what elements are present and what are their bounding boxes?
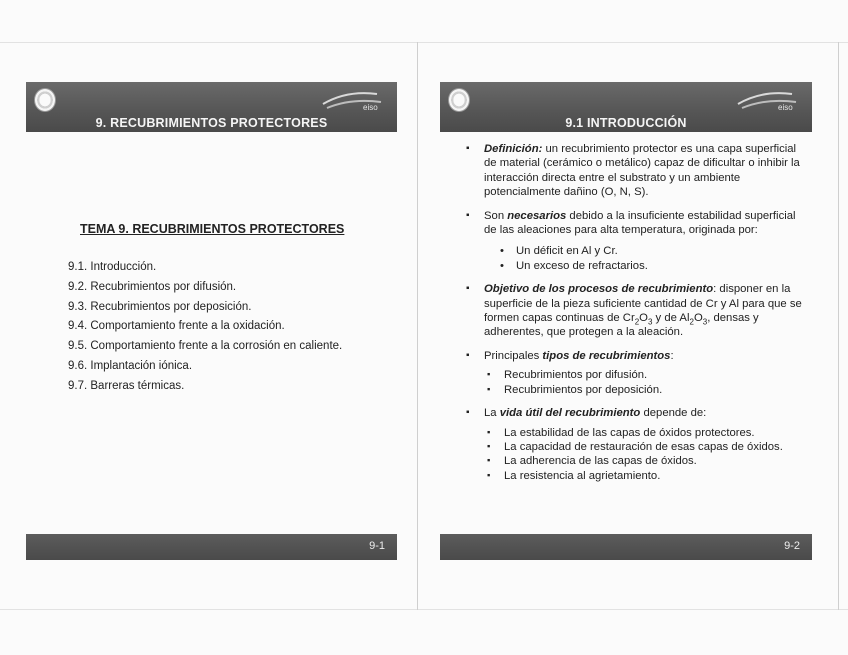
list-item: • Un déficit en Al y Cr. xyxy=(496,244,808,258)
page-right-edge xyxy=(838,42,839,610)
slide-footer xyxy=(440,534,812,560)
svg-text:eiso: eiso xyxy=(363,103,378,112)
toc-item: 9.6. Implantación iónica. xyxy=(68,359,193,372)
slide-header xyxy=(440,82,812,132)
toc-item: 9.3. Recubrimientos por deposición. xyxy=(68,300,252,313)
table-of-contents xyxy=(68,258,342,397)
eiso-logo xyxy=(732,86,802,112)
slide-content xyxy=(464,142,808,492)
list-item: ▪ La adherencia de las capas de óxidos. xyxy=(484,454,808,468)
slide-2 xyxy=(440,82,812,560)
toc-item: 9.7. Barreras térmicas. xyxy=(68,379,185,392)
list-item: ▪ La estabilidad de las capas de óxidos protectores. xyxy=(484,426,808,440)
slide-header xyxy=(26,82,397,132)
toc-item: 9.2. Recubrimientos por difusión. xyxy=(68,280,237,293)
sublist xyxy=(496,244,808,273)
sublist xyxy=(484,368,808,397)
slide-footer xyxy=(26,534,397,560)
topic-heading: TEMA 9. RECUBRIMIENTOS PROTECTORES xyxy=(80,222,345,236)
page-number: 9-1 xyxy=(369,540,385,552)
svg-text:eiso: eiso xyxy=(778,103,793,112)
list-item: ▪ Recubrimientos por difusión. xyxy=(484,368,808,382)
list-item: ▪ La capacidad de restauración de esas capas de óxidos. xyxy=(484,440,808,454)
university-seal-icon xyxy=(448,88,470,112)
slide-title: 9. RECUBRIMIENTOS PROTECTORES xyxy=(95,116,328,130)
university-seal-icon xyxy=(34,88,56,112)
list-item: ▪ Recubrimientos por deposición. xyxy=(484,383,808,397)
page-edge-bottom xyxy=(0,609,848,610)
bullet-tipos: ▪ Principales tipos de recubrimientos: ▪ Recubrimientos por difusión. ▪ Recubrimientos por deposición. xyxy=(464,349,808,397)
eiso-logo xyxy=(317,86,387,112)
list-item: • Un exceso de refractarios. xyxy=(496,259,808,273)
toc-item: 9.4. Comportamiento frente a la oxidación. xyxy=(68,320,285,333)
sublist xyxy=(484,426,808,484)
bullet-objetivo: ▪ Objetivo de los procesos de recubrimiento: disponer en la superficie de la pieza suficiente cantidad de Cr y Al para que se formen capas continuas de $Cr_2O_3$ y de $Al_2O_3$, densas y adherentes, que protegen a la aleación. xyxy=(464,282,808,340)
page-edge-top xyxy=(0,42,848,43)
toc-item: 9.1. Introducción. xyxy=(68,261,157,273)
page-number: 9-2 xyxy=(784,540,800,552)
bullet-necesarios: ▪ Son necesarios debido a la insuficiente estabilidad superficial de las aleaciones para alta temperatura, originada por: • Un déficit en Al y Cr. • Un exceso de refractarios. xyxy=(464,209,808,274)
bullet-definicion: ▪ Definición: un recubrimiento protector es una capa superficial de material (cerámico o metálico) capaz de dificultar o inhibir la interacción directa entre el substrato y un ambiente potencialmente dañino (O, N, S). xyxy=(464,142,808,200)
toc-item: 9.5. Comportamiento frente a la corrosión en caliente. xyxy=(68,340,343,353)
list-item: ▪ La resistencia al agrietamiento. xyxy=(484,469,808,483)
bullet-vida-util: ▪ La vida útil del recubrimiento depende de: ▪ La estabilidad de las capas de óxidos protectores. ▪ La capacidad de restauración de esas capas de óxidos. ▪ La adherencia de las capas de óxidos. ▪ La resistencia al agrietamiento. xyxy=(464,406,808,483)
page-fold xyxy=(417,42,418,610)
slide-title: 9.1 INTRODUCCIÓN xyxy=(565,116,687,130)
slide-1 xyxy=(26,82,397,560)
